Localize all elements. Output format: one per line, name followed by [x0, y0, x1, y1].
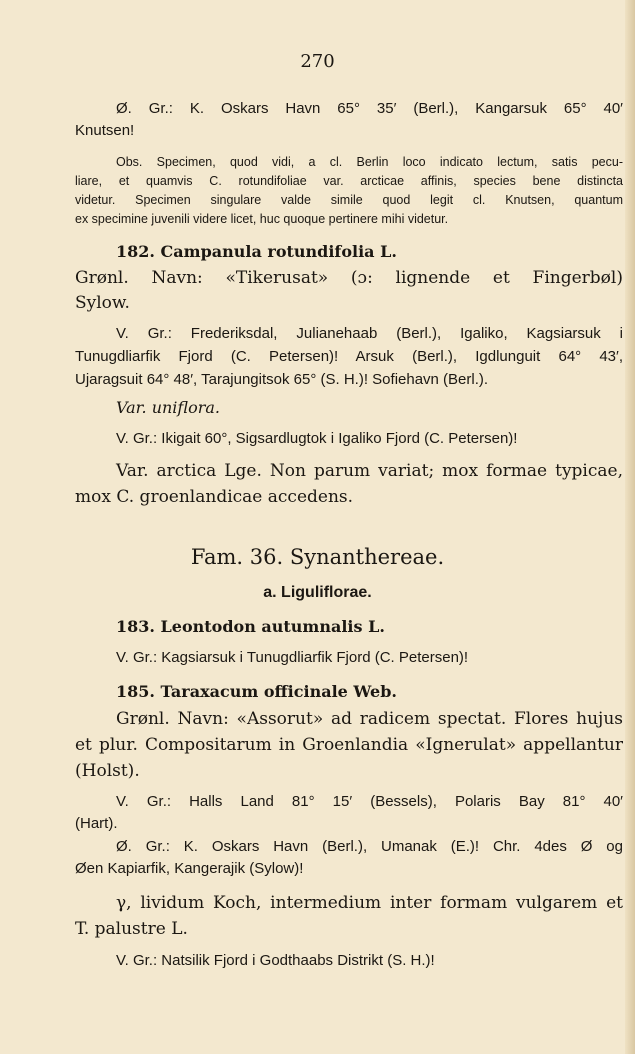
species-heading: 183. Leontodon autumnalis L.	[116, 617, 385, 636]
text-line: V. Gr.: Halls Land 81° 15′ (Bessels), Polaris Bay 81° 40′	[116, 793, 623, 810]
text-line: (Holst).	[75, 761, 140, 781]
text-line: Ujaragsuit 64° 48′, Tarajungitsok 65° (S. H.)! Sofiehavn (Berl.).	[75, 371, 489, 388]
text-line: Sylow.	[75, 293, 130, 313]
page-number: 270	[300, 51, 335, 72]
obs-line: Obs. Specimen, quod vidi, a cl. Berlin loco indicato lectum, satis pecu-	[116, 155, 623, 169]
text-line: (Hart).	[75, 815, 118, 832]
text-line: V. Gr.: Natsilik Fjord i Godthaabs Distrikt (S. H.)!	[116, 952, 435, 969]
text-line: mox C. groenlandicae accedens.	[75, 487, 354, 507]
obs-line: videtur. Specimen singulare valde simile quod legit cl. Knutsen, quantum	[75, 193, 623, 207]
text-line: Knutsen!	[75, 122, 135, 139]
species-heading: 182. Campanula rotundifolia L.	[116, 242, 397, 261]
text-line: V. Gr.: Kagsiarsuk i Tunugdliarfik Fjord (C. Petersen)!	[116, 649, 469, 666]
text-line: Ø. Gr.: K. Oskars Havn (Berl.), Umanak (E.)! Chr. 4des Ø og	[116, 838, 623, 855]
family-heading: Fam. 36. Synanthereae.	[190, 545, 445, 569]
text-line: Tunugdliarfik Fjord (C. Petersen)! Arsuk (Berl.), Igdlunguit 64° 43′,	[75, 348, 623, 365]
text-line: T. palustre L.	[75, 919, 188, 939]
text-line: Ø. Gr.: K. Oskars Havn 65° 35′ (Berl.), Kangarsuk 65° 40′	[116, 100, 623, 117]
text-line: V. Gr.: Frederiksdal, Julianehaab (Berl.), Igaliko, Kagsiarsuk i	[116, 325, 623, 342]
obs-line: ex specimine juvenili videre licet, huc quoque pertinere mihi videtur.	[75, 212, 449, 226]
species-heading: 185. Taraxacum officinale Web.	[116, 682, 397, 701]
subfamily-heading: a. Liguliflorae.	[263, 584, 372, 601]
text-line: et plur. Compositarum in Groenlandia «Ignerulat» appellantur	[75, 735, 623, 755]
variety-heading: Var. uniflora.	[116, 398, 220, 417]
obs-line: liare, et quamvis C. rotundifoliae var. arcticae affinis, species bene distincta	[75, 174, 623, 188]
text-line: Grønl. Navn: «Tikerusat» (ɔ: lignende et Fingerbøl)	[75, 268, 623, 288]
text-line: γ, lividum Koch, intermedium inter formam vulgarem et	[116, 893, 623, 913]
text-line: V. Gr.: Ikigait 60°, Sigsardlugtok i Igaliko Fjord (C. Petersen)!	[116, 430, 518, 447]
text-line: Grønl. Navn: «Assorut» ad radicem spectat. Flores hujus	[116, 709, 623, 729]
text-line: Var. arctica Lge. Non parum variat; mox formae typicae,	[116, 461, 623, 481]
text-line: Øen Kapiarfik, Kangerajik (Sylow)!	[75, 860, 304, 877]
